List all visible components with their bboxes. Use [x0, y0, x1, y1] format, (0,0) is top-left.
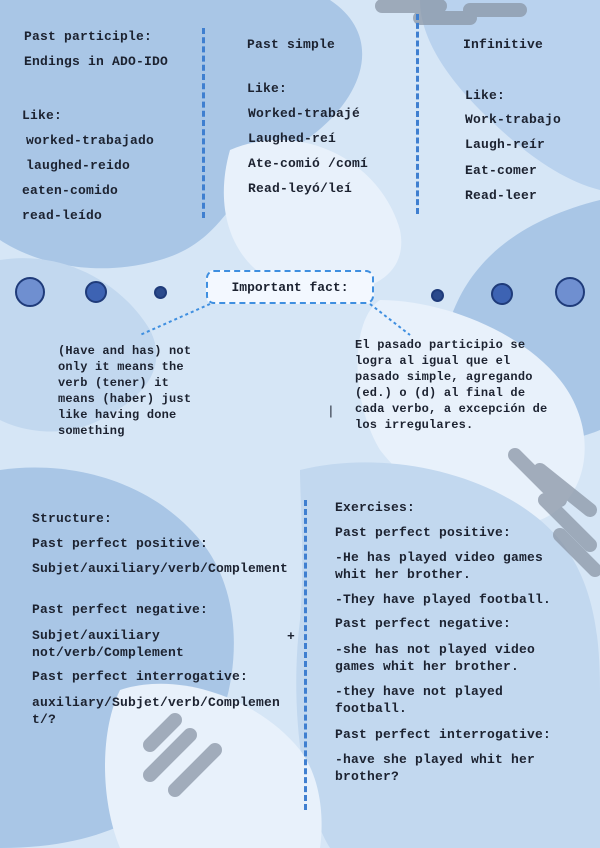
exercises-positive-example: -He has played video games whit her brother.	[335, 550, 544, 582]
exercises-negative-example: -she has not played video games whit her brother.	[335, 642, 536, 674]
cursor-marker: |	[327, 404, 336, 419]
past-simple-example: Read-leyó/leí	[248, 181, 353, 196]
exercises-heading: Exercises:	[335, 500, 416, 515]
exercises-interrogative-example: -have she played whit her brother?	[335, 752, 536, 784]
past-participle-example: eaten-comido	[22, 183, 119, 198]
structure-negative-formula: Subjet/auxiliary not/verb/Complement	[32, 628, 185, 660]
exercises-negative-example: -they have not played football.	[335, 684, 504, 716]
important-left-note: (Have and has) not only it means the verb (tener) it means (haber) just like having done something	[58, 344, 192, 438]
past-participle-example: worked-trabajado	[26, 133, 155, 148]
important-fact-label: Important fact:	[231, 279, 349, 295]
past-simple-example: Worked-trabajé	[248, 106, 361, 121]
infinitive-heading: Infinitive	[463, 37, 544, 52]
past-participle-example: read-leído	[22, 208, 103, 223]
plus-sign: +	[287, 629, 296, 644]
past-simple-example: Ate-comió /comí	[248, 156, 369, 171]
past-participle-example: laughed-reido	[26, 158, 131, 173]
past-simple-like: Like:	[247, 81, 288, 96]
structure-positive-label: Past perfect positive:	[32, 536, 209, 551]
infinitive-like: Like:	[465, 88, 506, 103]
structure-negative-label: Past perfect negative:	[32, 602, 209, 617]
important-right-note: El pasado participio se logra al igual que el pasado simple, agregando (ed.) o (d) al final de cada verbo, a excepción de los irregulares.	[355, 338, 548, 432]
past-participle-heading: Past participle:	[24, 29, 153, 44]
past-simple-example: Laughed-reí	[248, 131, 337, 146]
infinitive-example: Eat-comer	[465, 163, 538, 178]
exercises-positive-label: Past perfect positive:	[335, 525, 512, 540]
exercises-negative-label: Past perfect negative:	[335, 616, 512, 631]
important-fact-box	[206, 270, 374, 304]
past-participle-like: Like:	[22, 108, 63, 123]
past-participle-endings: Endings in ADO-IDO	[24, 54, 169, 69]
exercises-interrogative-label: Past perfect interrogative:	[335, 727, 552, 742]
structure-positive-formula: Subjet/auxiliary/verb/Complement	[32, 561, 289, 576]
structure-interrogative-formula: auxiliary/Subjet/verb/Complement/?	[32, 695, 281, 727]
infinitive-example: Laugh-reír	[465, 137, 546, 152]
structure-heading: Structure:	[32, 511, 113, 526]
exercises-positive-example: -They have played football.	[335, 592, 552, 607]
infinitive-example: Work-trabajo	[465, 112, 562, 127]
infinitive-example: Read-leer	[465, 188, 538, 203]
structure-interrogative-label: Past perfect interrogative:	[32, 669, 249, 684]
past-simple-heading: Past simple	[247, 37, 336, 52]
